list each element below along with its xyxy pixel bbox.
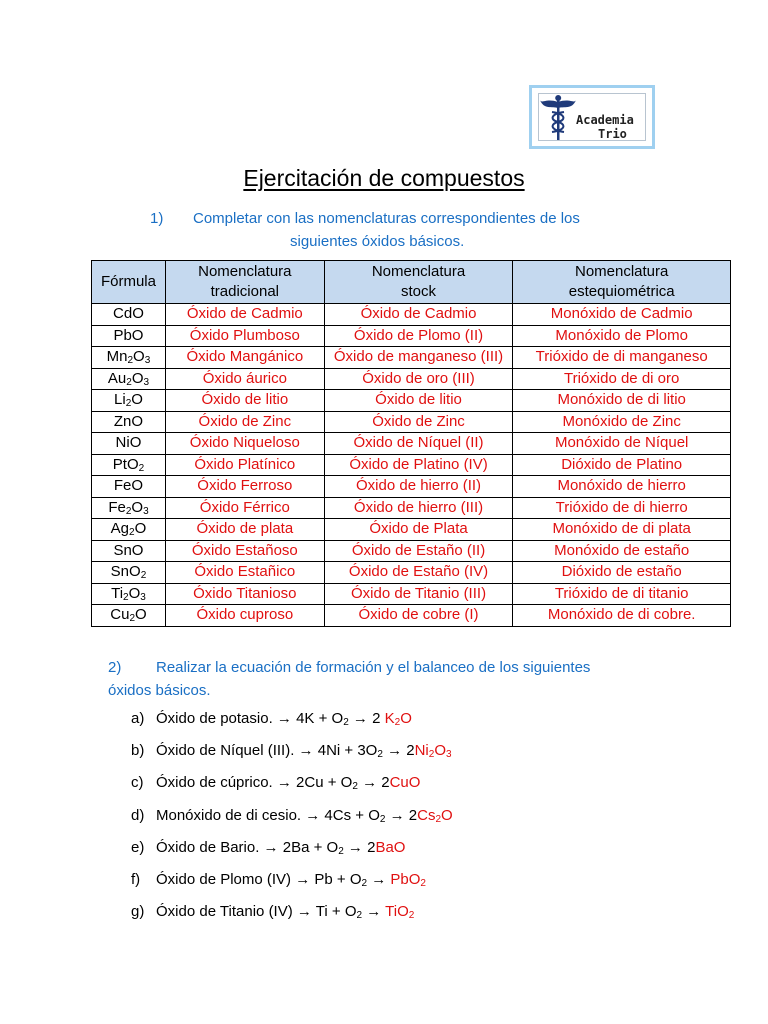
page-title: Ejercitación de compuestos [243,165,525,191]
formula-subscript: 2 [129,527,135,539]
header-formula [92,261,166,304]
formula-cell [92,390,166,412]
formula-part: Cd [113,305,133,323]
text-segment: → 2 [382,742,415,760]
estequiometrica-cell: Trióxido de di hierro [513,497,731,519]
oxides-table [91,260,731,627]
stock-cell: Óxido de oro (III) [324,368,513,390]
formula-part: Cu [110,606,130,624]
formula-cell [92,605,166,627]
equation-item [131,871,426,888]
text-segment: CuO [389,774,421,792]
equation-letter: e) [131,838,145,856]
equation-item [131,710,412,727]
tradicional-cell: Óxido de plata [165,519,324,541]
stock-cell: Óxido de litio [324,390,513,412]
text-segment: O [434,742,446,760]
text-segment: → 2 [385,806,418,824]
estequiometrica-cell: Dióxido de Platino [513,454,731,476]
estequiometrica-cell: Trióxido de di titanio [513,583,731,605]
text-segment: Ni [414,742,429,760]
equation-item [131,742,452,759]
stock-cell: Óxido de Zinc [324,411,513,433]
tradicional-cell: Óxido Plumboso [165,325,324,347]
stock-cell: Óxido de Platino (IV) [324,454,513,476]
tradicional-cell: Óxido Estañoso [165,540,324,562]
stock-cell: Óxido de Níquel (II) [324,433,513,455]
formula-part: O [131,369,144,387]
formula-subscript: 2 [123,591,129,603]
equation-letter: d) [131,806,145,824]
tradicional-cell: Óxido Estañico [165,562,324,584]
equation-letter: f) [131,871,141,888]
text-segment: → [362,903,386,921]
subscript: 2 [428,749,435,761]
equation-letter: c) [131,774,144,792]
text-segment: O [441,806,453,824]
header-stock [324,261,513,304]
table-row [92,325,731,347]
tradicional-cell: Óxido de Cadmio [165,304,324,326]
formula-cell [92,433,166,455]
estequiometrica-cell: Dióxido de estaño [513,562,731,584]
subscript: 2 [361,878,368,889]
formula-subscript: 3 [140,591,146,603]
formula-part: Fe [108,498,126,516]
table-row [92,519,731,541]
tradicional-cell: Óxido Férrico [165,497,324,519]
formula-subscript: 2 [138,462,145,474]
text-segment: → 2 [343,838,376,856]
stock-cell: Óxido de cobre (I) [324,605,513,627]
estequiometrica-cell: Monóxido de Níquel [513,433,731,455]
subscript: 2 [408,910,415,922]
formula-part: NiO [115,434,142,452]
caduceus-icon [540,94,576,142]
tradicional-cell: Óxido Mangánico [165,347,324,369]
formula-subscript: 3 [144,355,151,367]
question-1-number: 1) [150,210,164,227]
text-segment: → 2 [348,710,385,727]
formula-cell [92,540,166,562]
subscript: 2 [377,749,383,761]
text-segment: O [400,710,412,727]
formula-cell [92,583,166,605]
formula-cell [92,411,166,433]
estequiometrica-cell: Monóxido de di litio [513,390,731,412]
question-1-line-2: siguientes óxidos básicos. [290,233,465,250]
stock-cell: Óxido de Titanio (III) [324,583,513,605]
logo-line-2: Trio [598,127,627,141]
subscript: 2 [379,813,386,825]
tradicional-cell: Óxido Niqueloso [165,433,324,455]
equation-letter: a) [131,710,145,727]
text-segment: → [367,871,391,888]
text-segment: Cs [417,806,436,824]
tradicional-cell: Óxido de Zinc [165,411,324,433]
formula-cell [92,347,166,369]
formula-cell [92,304,166,326]
tradicional-cell: Óxido cuproso [165,605,324,627]
text-segment: K [384,710,395,727]
header-estequiometrica [513,261,731,304]
header-tradicional-line-2: tradicional [210,283,279,300]
academia-trio-logo [529,85,655,149]
formula-part: FeO [113,477,144,495]
table-row [92,411,731,433]
header-stock-line-2: stock [401,283,437,300]
formula-cell [92,476,166,498]
formula-part: Li [114,391,126,409]
text-segment: Óxido de Bario. → 2Ba + O [156,838,339,856]
formula-part: O [131,498,144,516]
table-row [92,605,731,627]
stock-cell: Óxido de Plomo (II) [324,325,513,347]
formula-cell [92,325,166,347]
question-2-line-2: óxidos básicos. [108,682,211,699]
text-segment: TiO [385,903,409,921]
formula-subscript: 3 [143,376,150,388]
equation-item [131,839,405,856]
formula-subscript: 2 [126,376,132,388]
formula-part: SnO [113,541,144,559]
formula-subscript: 3 [143,505,149,517]
header-stock-line-1: Nomenclatura [371,263,466,280]
equation-item [131,774,420,791]
question-2 [108,656,590,702]
text-segment: → 2 [357,774,390,792]
stock-cell: Óxido de Estaño (II) [324,540,513,562]
formula-part: PbO [113,326,144,344]
formula-subscript: 2 [129,613,135,625]
table-row [92,390,731,412]
tradicional-cell: Óxido Titanioso [165,583,324,605]
text-segment: BaO [375,838,406,856]
subscript: 2 [356,910,363,922]
subscript: 2 [394,717,401,728]
formula-subscript: 2 [140,570,147,582]
estequiometrica-cell: Monóxido de di plata [513,519,731,541]
formula-part: O [131,391,143,409]
stock-cell: Óxido de hierro (III) [324,497,513,519]
equation-item [131,903,414,920]
formula-part: SnO [110,563,141,581]
table-row [92,304,731,326]
table-row [92,454,731,476]
text-segment: Óxido de Titanio (IV) → Ti + O [156,903,357,921]
formula-part: Ti [111,584,124,602]
stock-cell: Óxido de manganeso (III) [324,347,513,369]
table-row [92,540,731,562]
formula-cell [92,519,166,541]
equation-letter: b) [131,742,145,760]
table-row [92,583,731,605]
subscript: 2 [435,813,442,825]
estequiometrica-cell: Monóxido de estaño [513,540,731,562]
tradicional-cell: Óxido de litio [165,390,324,412]
subscript: 2 [352,781,358,793]
tradicional-cell: Óxido Platínico [165,454,324,476]
formula-cell [92,368,166,390]
formula-part: ZnO [113,412,144,430]
equation-letter: g) [131,903,145,921]
text-segment: PbO [390,871,421,888]
header-estequiometrica-line-2: estequiométrica [568,283,675,300]
text-segment: Óxido de Plomo (IV) → Pb + O [156,871,362,888]
text-segment: Óxido de Níquel (III). → 4Ni + 3O [156,742,378,760]
text-segment: Óxido de potasio. → 4K + O [156,710,344,727]
stock-cell: Óxido de Plata [324,519,513,541]
formula-cell [92,497,166,519]
formula-part: O [132,305,144,323]
formula-subscript: 2 [125,505,132,517]
subscript: 2 [343,717,349,728]
estequiometrica-cell: Monóxido de Plomo [513,325,731,347]
stock-cell: Óxido de hierro (II) [324,476,513,498]
table-row [92,368,731,390]
formula-part: O [134,520,147,538]
formula-subscript: 2 [127,355,134,367]
question-2-line-1: Realizar la ecuación de formación y el balanceo de los siguientes [156,659,591,676]
formula-cell [92,454,166,476]
subscript: 2 [338,845,344,857]
subscript: 2 [420,878,426,889]
stock-cell: Óxido de Estaño (IV) [324,562,513,584]
text-segment: Óxido de cúprico. → 2Cu + O [156,774,353,792]
header-tradicional [165,261,324,304]
table-header-row [92,261,731,304]
formula-part: Mn [106,348,128,366]
formula-part: Au [107,369,127,387]
formula-subscript: 2 [125,398,132,410]
question-1-line-1: Completar con las nomenclaturas correspondientes de los [193,210,580,227]
estequiometrica-cell: Monóxido de hierro [513,476,731,498]
logo-text [576,113,634,141]
header-estequiometrica-line-1: Nomenclatura [574,263,669,280]
formula-part: O [135,606,147,624]
table-row [92,433,731,455]
logo-line-1: Academia [576,113,634,127]
formula-part: O [133,348,145,366]
estequiometrica-cell: Monóxido de Cadmio [513,304,731,326]
stock-cell: Óxido de Cadmio [324,304,513,326]
question-2-number: 2) [108,659,122,676]
table-row [92,562,731,584]
subscript: 3 [446,749,452,761]
header-formula-text: Fórmula [100,273,156,290]
tradicional-cell: Óxido Ferroso [165,476,324,498]
header-tradicional-line-1: Nomenclatura [198,263,292,280]
equation-item [131,807,453,824]
formula-cell [92,562,166,584]
table-row [92,347,731,369]
estequiometrica-cell: Monóxido de Zinc [513,411,731,433]
formula-part: PtO [112,455,139,473]
estequiometrica-cell: Trióxido de di oro [513,368,731,390]
table-body [92,304,731,627]
table-row [92,497,731,519]
text-segment: Monóxido de di cesio. → 4Cs + O [156,806,380,824]
table-row [92,476,731,498]
formula-part: O [128,584,141,602]
estequiometrica-cell: Trióxido de di manganeso [513,347,731,369]
formula-part: Ag [110,520,130,538]
tradicional-cell: Óxido áurico [165,368,324,390]
estequiometrica-cell: Monóxido de di cobre. [513,605,731,627]
